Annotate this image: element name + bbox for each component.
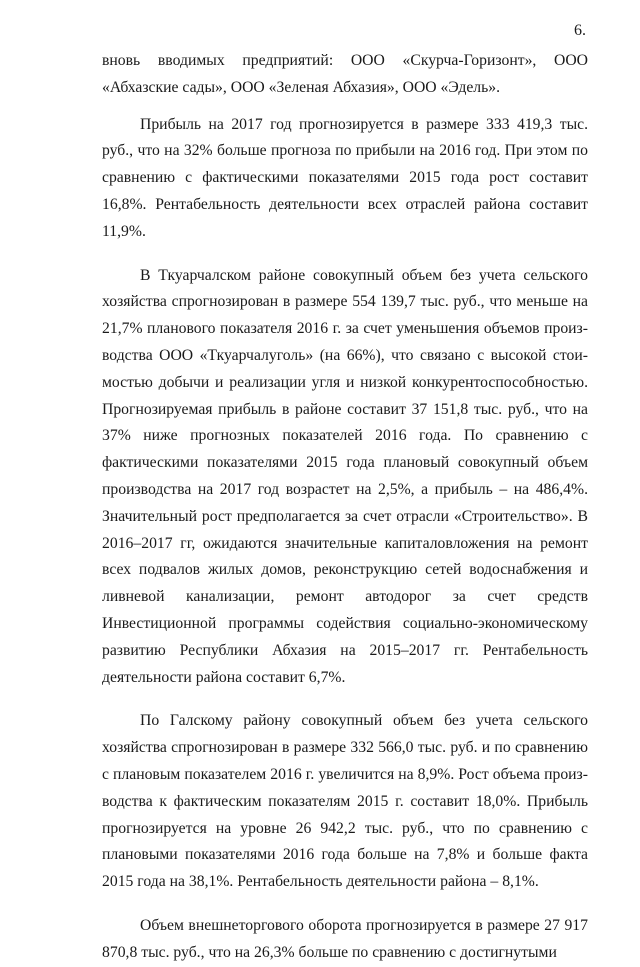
paragraph-gal-district: По Галскому району совокупный объем без учета сельского хозяйства спрогнозирован в размере 332 566,0 тыс. руб. и по сравнению с плановым показателем 2016 г. увеличится на 8,9%. Рост объема производства к фактическим показателям 2015 г. составит 18,0%. Прибыль прогнозируется на уровне 26 942,2 тыс. руб., что по сравнению с плановыми показателями 2016 года больше на 7,8% и больше факта 2015 года на 38,1%. Рентабельность деятельности района – 8,1%. (102, 712, 588, 891)
page-number: 6. (574, 22, 586, 39)
paragraph-tkuarchal-district: В Ткуарчалском районе совокупный объем без учета сельского хозяйства спрогнозирован в размере 554 139,7 тыс. руб., что меньше на 21,7% планового показателя 2016 г. за счет уменьшения объемов производства ООО «Ткуарчалуголь» (на 66%), что связано с высокой стоимостью добычи и реализации угля и низкой конкурентоспособностью. Прогнозируемая прибыль в районе составит 37 151,8 тыс. руб., что на 37% ниже прогнозных показателей 2016 года. По сравнению с фактическими показателями 2015 года плановый совокупный объем производства на 2017 год возрастет на 2,5%, а прибыль – на 486,4%. Значительный рост предполагается за счет отрасли «Строительство». В 2016–2017 гг, ожидаются значительные капиталовложения на ремонт всех подвалов жилых домов, реконструкцию сетей водоснабжения и ливневой канализации, ремонт автодорог за счет средств Инвестиционной программы содействия социально-экономическому развитию Республики Абхазия на 2015–2017 гг. Рентабельность деятельности района составит 6,7%. (102, 266, 588, 686)
paragraph-continuation: вновь вводимых предприятий: ООО «Скурча-Горизонт», ООО «Абхазские сады», ООО «Зеленая Абхазия», ООО «Эдель». (102, 52, 588, 96)
paragraph-profit-2017: Прибыль на 2017 год прогнозируется в размере 333 419,3 тыс. руб., что на 32% больше прогноза по прибыли на 2016 год. При этом по сравнению с фактическими показателями 2015 года рост составит 16,8%. Рентабельность деятельности всех отраслей района составит 11,9%. (102, 115, 588, 240)
document-body (102, 48, 588, 967)
paragraph-foreign-trade: Объем внешнеторгового оборота прогнозируется в размере 27 917 870,8 тыс. руб., что на 26,3% больше по сравнению с достигнутыми (102, 916, 588, 961)
